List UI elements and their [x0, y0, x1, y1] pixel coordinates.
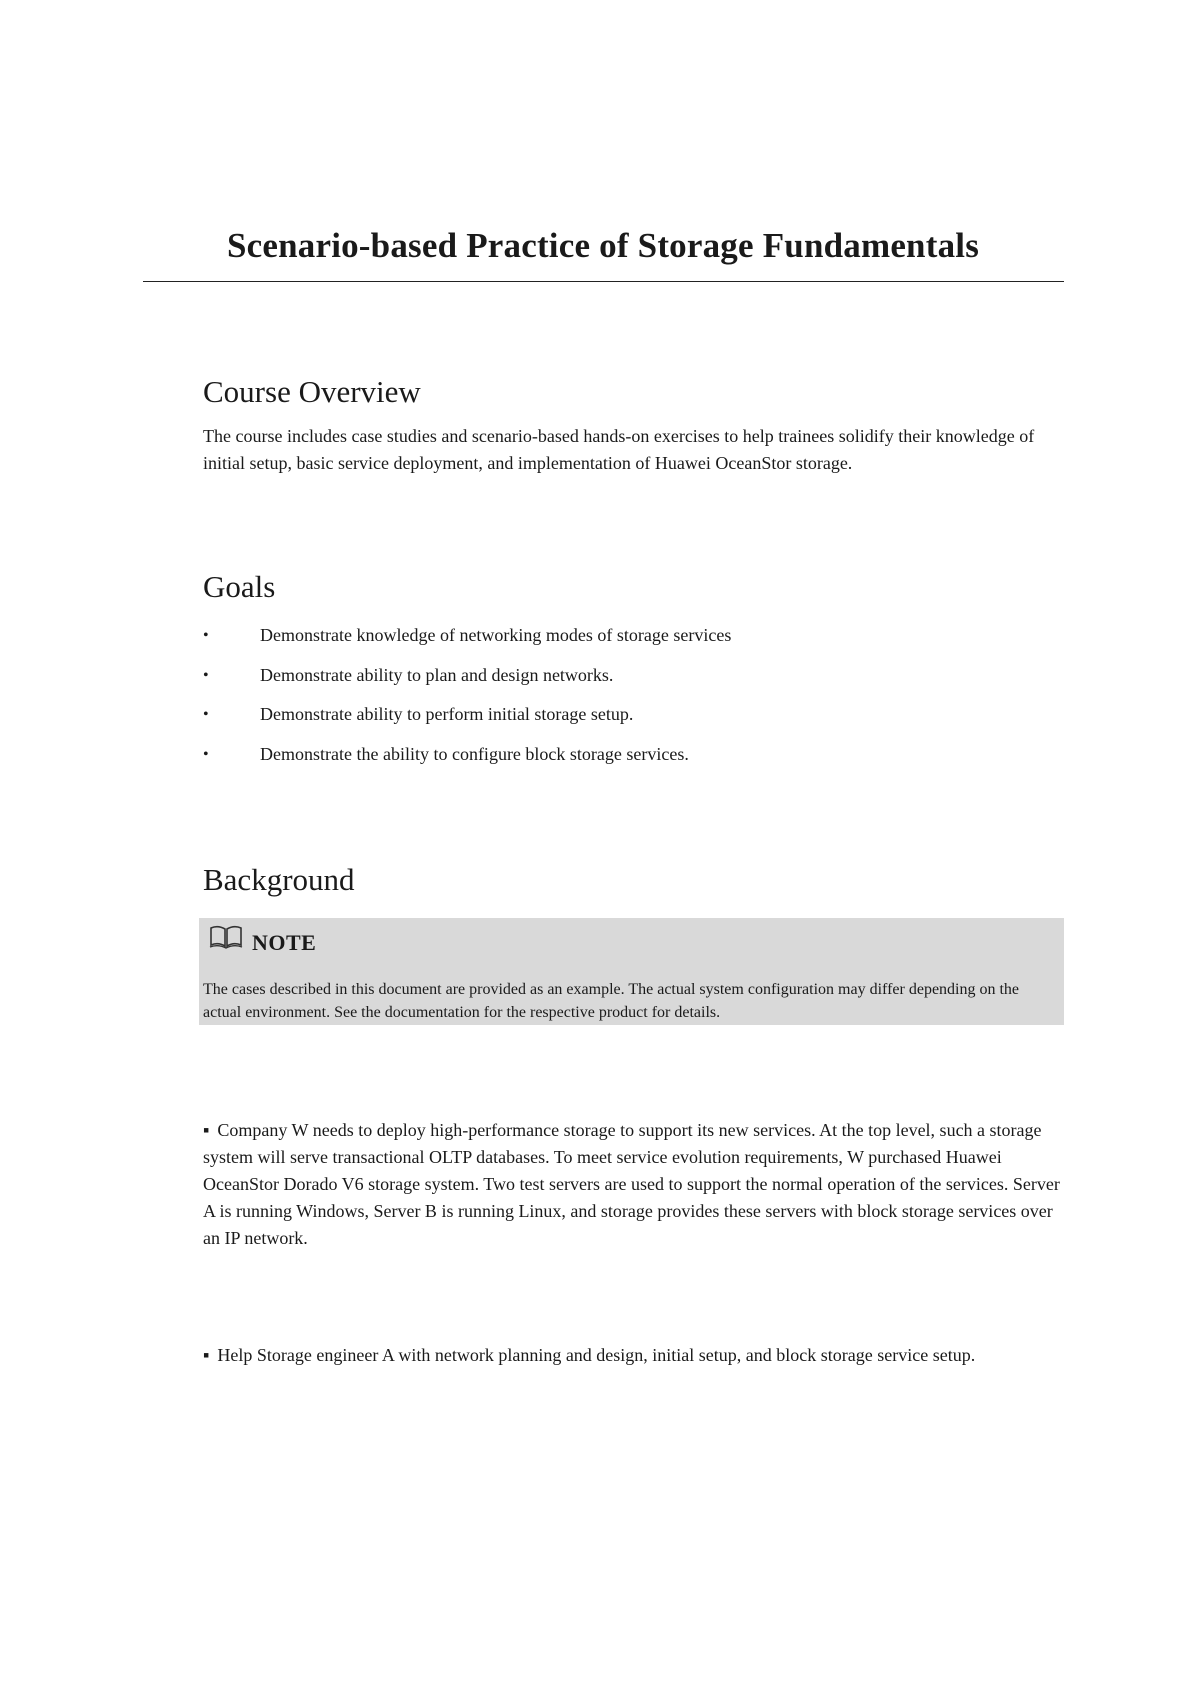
bullet-icon: • [203, 627, 209, 644]
course-overview-text: The course includes case studies and scenario-based hands-on exercises to help trainees solidify their knowledge of initial setup, basic service deployment, and implementation of Huawei OceanStor storage. [203, 426, 1035, 473]
goal-item [203, 622, 1063, 662]
square-bullet-icon: ▪ [203, 1120, 210, 1140]
note-box [199, 918, 1064, 1025]
goal-item [203, 741, 1063, 781]
background-paragraph [203, 1342, 1063, 1369]
bullet-icon: • [203, 706, 209, 723]
book-icon [209, 924, 243, 950]
background-paragraph-text: Help Storage engineer A with network planning and design, initial setup, and block storage service setup. [217, 1345, 976, 1365]
background-paragraph-text: Company W needs to deploy high-performance storage to support its new services. At the top level, such a storage system will serve transactional OLTP databases. To meet service evolution requirements, W purchased Huawei OceanStor Dorado V6 storage system. Two test servers are used to support the normal operation of the services. Server A is running Windows, Server B is running Linux, and storage provides these servers with block storage services over an IP network. [203, 1120, 1060, 1248]
goal-text: Demonstrate ability to perform initial storage setup. [260, 704, 634, 724]
goal-item [203, 701, 1063, 741]
document-title: Scenario-based Practice of Storage Fundamentals [226, 226, 980, 265]
goal-text: Demonstrate knowledge of networking modes of storage services [260, 625, 732, 645]
course-overview-heading: Course Overview [203, 374, 421, 409]
bullet-icon: • [203, 745, 209, 763]
goals-list [203, 622, 1063, 780]
goals-heading: Goals [203, 569, 276, 604]
square-bullet-icon: ▪ [203, 1345, 210, 1365]
goal-item [203, 662, 1063, 702]
note-text: The cases described in this document are provided as an example. The actual system configuration may differ depending on the actual environment. See the documentation for the respective product for details. [203, 981, 1020, 1021]
bullet-icon: • [203, 666, 209, 684]
goal-text: Demonstrate the ability to configure block storage services. [260, 743, 689, 764]
background-paragraph [203, 1117, 1063, 1252]
background-heading: Background [203, 862, 355, 897]
note-label: NOTE [252, 930, 317, 955]
goal-text: Demonstrate ability to plan and design networks. [260, 664, 614, 685]
title-divider [143, 281, 1064, 282]
